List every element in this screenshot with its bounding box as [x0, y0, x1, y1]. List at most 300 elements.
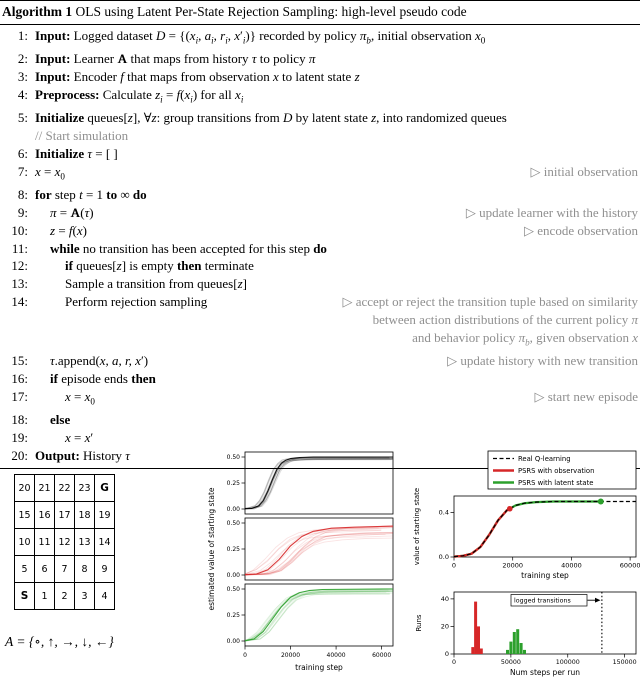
algorithm-body	[0, 25, 640, 468]
text-segment: z	[127, 110, 133, 126]
text-segment: x	[35, 163, 41, 179]
tick-label: 40000	[326, 652, 346, 659]
algorithm-line	[2, 411, 638, 429]
text-segment: i	[160, 94, 163, 105]
text-segment: if	[65, 258, 73, 274]
text-segment: for	[35, 187, 52, 203]
text-segment: )	[89, 204, 94, 220]
text-segment: : group transitions from	[156, 110, 283, 126]
text-segment: if	[50, 370, 58, 386]
value-plot	[408, 450, 640, 583]
text-segment: i	[190, 94, 193, 105]
text-segment: τ	[87, 145, 93, 161]
text-segment: x	[65, 429, 71, 445]
curve	[245, 589, 393, 640]
line-comment	[332, 293, 638, 352]
line-content	[35, 222, 87, 240]
text-segment: by latent state	[292, 110, 372, 126]
text-segment: τ	[125, 447, 130, 463]
text-segment: (	[180, 86, 185, 102]
line-number: 14:	[11, 293, 28, 309]
grid-cell: 13	[75, 529, 95, 556]
tick-label: 40000	[561, 561, 582, 570]
text-segment: OLS using Latent Per-State Rejection Sampling: high-level pseudo code	[72, 4, 467, 19]
text-segment: 0	[90, 396, 95, 407]
grid-cell: 4	[95, 583, 115, 610]
tick-label: 0.00	[226, 506, 240, 513]
text-segment: 0	[60, 171, 65, 182]
text-segment: Input:	[35, 28, 71, 43]
bar	[520, 643, 523, 654]
text-segment: z	[155, 86, 161, 102]
grid-cell: 2	[55, 583, 75, 610]
text-segment: Logged dataset	[70, 28, 156, 43]
line-comment	[525, 388, 639, 406]
text-segment: = [ ]	[92, 145, 118, 161]
algorithm-line	[2, 27, 638, 50]
algorithm-line	[2, 240, 638, 258]
comment-line	[531, 163, 638, 181]
tick-label: 100000	[555, 659, 580, 666]
line-number: 9:	[17, 204, 28, 220]
text-segment: Input:	[35, 51, 71, 67]
text-segment: )	[143, 352, 149, 368]
line-number: 12:	[11, 258, 28, 274]
text-segment: x	[84, 388, 91, 404]
text-segment: ],	[132, 110, 144, 126]
line-content	[35, 275, 247, 293]
line-content	[35, 109, 507, 127]
text-segment: b	[366, 35, 371, 46]
line-number: 7:	[17, 163, 28, 179]
text-segment: queues[	[84, 110, 128, 126]
grid-row	[15, 529, 115, 556]
comment-line	[342, 293, 638, 311]
algorithm-line	[2, 50, 638, 68]
text-segment: = 1	[82, 187, 107, 203]
text-segment: A	[117, 51, 128, 67]
red-marker	[507, 506, 513, 512]
text-segment: ▷ update learner with the history	[465, 204, 638, 220]
histogram-plot	[408, 586, 640, 681]
text-segment: Calculate	[99, 86, 156, 102]
text-segment: r	[220, 28, 226, 43]
x-axis-label: Num steps per run	[509, 668, 581, 677]
tick-label: 20000	[502, 561, 524, 570]
text-segment: // Start simulation	[35, 128, 129, 144]
text-segment: that maps from observation	[123, 69, 273, 85]
grid-cell: 17	[55, 502, 75, 529]
grid-cell: 19	[95, 502, 115, 529]
algorithm-line	[2, 145, 638, 163]
text-segment: , into randomized queues	[376, 110, 507, 126]
text-segment: π	[308, 51, 316, 67]
text-segment: x	[184, 86, 191, 102]
curve	[245, 534, 386, 574]
line-content	[35, 388, 95, 411]
text-segment: ]	[242, 276, 247, 292]
algorithm-line	[2, 68, 638, 86]
text-segment: x	[235, 86, 241, 102]
text-segment: x	[76, 222, 83, 238]
tick-label: 60000	[619, 561, 640, 570]
grid-cell: 8	[75, 556, 95, 583]
text-segment: ] is empty	[121, 258, 177, 274]
green-marker	[598, 499, 604, 505]
grid-cell: 20	[15, 475, 35, 502]
line-content	[35, 257, 254, 275]
action-set-label: A = {∘, ↑, →, ↓, ←}	[5, 634, 114, 649]
grid-cell: 18	[75, 502, 95, 529]
text-segment: x	[632, 329, 638, 345]
grid-row	[15, 556, 115, 583]
bar	[480, 649, 483, 655]
text-segment: x	[474, 28, 481, 43]
tick-label: 0	[444, 650, 449, 658]
text-segment: z	[50, 222, 56, 238]
line-comment	[521, 163, 638, 181]
y-axis-label: value of starting state	[413, 487, 421, 566]
text-segment: do	[313, 240, 327, 256]
algorithm-line	[2, 352, 638, 370]
line-number: 18:	[11, 411, 28, 427]
text-segment: then	[176, 258, 202, 274]
grid-cell: 14	[95, 529, 115, 556]
line-content	[35, 293, 207, 311]
text-segment: π	[359, 28, 367, 43]
text-segment: i	[240, 94, 244, 105]
text-segment: queues[	[72, 258, 117, 274]
line-content	[35, 411, 70, 429]
comment-line	[342, 311, 638, 329]
text-segment: i	[211, 35, 214, 46]
y-axis-label: estimated value of starting state	[207, 487, 216, 611]
text-segment: z	[354, 69, 360, 85]
text-segment: )	[82, 222, 87, 238]
curve	[245, 593, 393, 641]
text-segment: ▷ accept or reject the transition tuple based on similarity	[342, 293, 638, 309]
text-segment: Initialize	[35, 145, 85, 161]
text-segment: D	[155, 28, 166, 43]
text-segment: i	[242, 35, 246, 46]
text-segment: , given observation	[529, 329, 633, 345]
comment-line	[447, 352, 638, 370]
annotation-label: logged transitions	[514, 597, 571, 605]
grid-row	[15, 502, 115, 529]
grid-cell: 11	[35, 529, 55, 556]
text-segment: , initial observation	[370, 28, 475, 43]
line-comment	[456, 204, 638, 222]
text-segment: that maps from history	[127, 51, 252, 67]
algorithm-line	[2, 186, 638, 204]
comment-line	[535, 388, 639, 406]
text-segment: (	[72, 222, 77, 238]
grid-cell: 23	[75, 475, 95, 502]
tick-label: 50000	[500, 659, 521, 666]
line-content	[35, 27, 485, 50]
algorithm-line	[2, 222, 638, 240]
text-segment: do	[132, 187, 147, 203]
bar	[471, 647, 474, 654]
line-number: 2:	[17, 51, 28, 67]
algorithm-title	[0, 1, 640, 24]
text-segment: Learner	[70, 51, 118, 67]
grid-cell: 9	[95, 556, 115, 583]
text-segment: ▷ update history with new transition	[447, 352, 638, 368]
grid-cell: 6	[35, 556, 55, 583]
line-number: 19:	[11, 429, 28, 445]
tick-label: 0	[243, 652, 247, 659]
grid-cell: 12	[55, 529, 75, 556]
text-segment: )} recorded by policy	[245, 28, 360, 43]
text-segment: f	[120, 69, 124, 85]
gridworld-table	[14, 474, 115, 610]
algorithm-line	[2, 293, 638, 352]
text-segment: =	[162, 86, 177, 102]
line-content	[35, 352, 148, 370]
algorithm-line	[2, 275, 638, 293]
y-axis-label: Runs	[415, 614, 423, 632]
text-segment: π	[50, 204, 57, 220]
text-segment: z	[237, 276, 243, 292]
tick-label: 40	[440, 594, 449, 603]
comment-line	[466, 204, 638, 222]
tick-label: 0.50	[226, 586, 240, 593]
tick-label: 0.25	[226, 612, 240, 619]
grid-cell: G	[95, 475, 115, 502]
text-segment: ∀z	[143, 110, 157, 126]
axes-frame	[454, 496, 636, 557]
text-segment: x, a, r, x	[99, 352, 141, 368]
text-segment: no transition has been accepted for this step	[79, 240, 314, 256]
text-segment: = {(	[165, 28, 190, 43]
text-segment: ▷ initial observation	[530, 163, 638, 179]
x-axis-label: training step	[295, 663, 343, 672]
text-segment: z	[371, 110, 377, 126]
figure	[0, 447, 640, 681]
tick-label: 0.25	[226, 480, 240, 487]
text-segment: ′	[140, 352, 144, 368]
text-segment: x	[234, 28, 240, 43]
text-segment: terminate	[201, 258, 254, 274]
text-segment: f	[176, 86, 181, 102]
algorithm-line	[2, 127, 638, 145]
text-segment: to policy	[256, 51, 309, 67]
text-segment: (	[80, 204, 85, 220]
line-number: 6:	[17, 145, 28, 161]
text-segment: τ	[84, 204, 90, 220]
line-content	[35, 186, 147, 204]
text-segment: τ	[50, 352, 55, 368]
line-comment	[514, 222, 638, 240]
legend-label: Real Q-learning	[518, 454, 571, 463]
text-segment: ′	[90, 429, 94, 445]
text-segment: Algorithm 1	[2, 4, 73, 19]
tick-label: 20000	[280, 652, 301, 659]
text-segment: f	[68, 222, 73, 238]
text-segment: x	[54, 163, 61, 179]
tick-label: 150000	[612, 659, 637, 666]
tick-label: 0	[451, 561, 457, 570]
line-number: 1:	[17, 28, 28, 43]
tick-label: 0.50	[226, 520, 240, 527]
text-segment: ,	[213, 28, 221, 43]
bar	[509, 642, 512, 654]
x-axis-label: training step	[521, 571, 569, 580]
text-segment: i	[195, 35, 199, 46]
text-segment: Preprocess:	[35, 86, 100, 102]
training-curves-plot	[205, 450, 400, 681]
line-number: 4:	[17, 86, 28, 102]
line-number: 10:	[11, 222, 28, 238]
comment-line	[342, 329, 638, 352]
text-segment: π	[518, 329, 526, 345]
text-segment: b	[525, 337, 530, 348]
grid-cell: 1	[35, 583, 55, 610]
text-segment: step	[51, 187, 80, 203]
curve	[245, 533, 393, 576]
text-segment: =	[55, 222, 69, 238]
line-number: 16:	[11, 370, 28, 386]
line-number: 11:	[11, 240, 28, 256]
text-segment: else	[50, 411, 71, 427]
tick-label: 20	[440, 622, 449, 631]
text-segment: between action distributions of the current policy	[372, 311, 632, 327]
text-segment: ▷ encode observation	[524, 222, 638, 238]
line-comment	[437, 352, 638, 370]
grid-cell: 15	[15, 502, 35, 529]
grid-cell: 5	[15, 556, 35, 583]
line-number: 15:	[11, 352, 28, 368]
text-segment: Input:	[35, 69, 71, 85]
line-number: 17:	[11, 388, 28, 404]
text-segment: ,	[198, 28, 205, 43]
text-segment: x	[272, 69, 279, 85]
text-segment: and behavior policy	[412, 329, 519, 345]
text-segment: ∞	[117, 187, 133, 203]
bar	[477, 626, 480, 654]
line-content	[35, 68, 360, 86]
text-segment: ) for all	[192, 86, 236, 102]
line-number: 5:	[17, 110, 28, 126]
text-segment: then	[131, 370, 156, 386]
curve	[245, 530, 381, 574]
grid-cell: 16	[35, 502, 55, 529]
bar	[516, 629, 519, 654]
comment-line	[524, 222, 638, 240]
bar	[513, 632, 516, 654]
text-segment: τ	[251, 51, 257, 67]
tick-label: 0.00	[226, 638, 240, 645]
algorithm-line	[2, 109, 638, 127]
text-segment: t	[79, 187, 83, 203]
text-segment: x	[65, 388, 71, 404]
text-segment: a	[204, 28, 212, 43]
line-content	[35, 50, 315, 68]
line-number: 20:	[11, 447, 28, 463]
text-segment: ,	[227, 28, 235, 43]
tick-label: 0.00	[226, 572, 240, 579]
text-segment: .append(	[54, 352, 100, 368]
text-segment: =	[70, 429, 85, 445]
legend-label: PSRS with latent state	[518, 478, 594, 487]
algorithm-line	[2, 204, 638, 222]
grid-cell: 10	[15, 529, 35, 556]
text-segment: π	[631, 311, 638, 327]
line-content	[35, 127, 128, 145]
grid-cell: 3	[75, 583, 95, 610]
line-number: 8:	[17, 187, 28, 203]
text-segment: ▷ start new episode	[534, 388, 638, 404]
text-segment: A	[70, 204, 81, 220]
text-segment: x	[84, 429, 91, 445]
text-segment: z	[116, 258, 122, 274]
grid-cell: S	[15, 583, 35, 610]
grid-row	[15, 475, 115, 502]
line-number: 13:	[11, 276, 28, 292]
line-content	[35, 145, 118, 163]
arrowhead-icon	[595, 598, 601, 603]
tick-label: 0.25	[226, 546, 240, 553]
tick-label: 0.50	[226, 454, 240, 461]
tick-label: 0.0	[438, 553, 449, 561]
line-content	[35, 370, 156, 388]
line-content	[35, 204, 94, 222]
dashed-curve	[454, 502, 636, 557]
text-segment: episode ends	[57, 370, 132, 386]
grid-cell: 7	[55, 556, 75, 583]
green-curve	[454, 502, 601, 557]
grid-row	[15, 583, 115, 610]
text-segment: Encoder	[70, 69, 121, 85]
text-segment: 0	[480, 35, 486, 46]
algorithm-line	[2, 388, 638, 411]
bar	[506, 650, 509, 654]
text-segment: x	[189, 28, 196, 43]
algorithm-line	[2, 429, 638, 447]
text-segment: =	[70, 388, 85, 404]
bar	[474, 602, 477, 654]
legend-label: PSRS with observation	[518, 466, 595, 475]
text-segment: while	[50, 240, 80, 256]
text-segment: D	[283, 110, 293, 126]
algorithm-line	[2, 163, 638, 186]
text-segment: Sample a transition from queues[	[65, 276, 238, 292]
tick-label: 0.4	[438, 508, 449, 517]
text-segment: Output:	[35, 447, 80, 463]
line-content	[35, 163, 65, 186]
text-segment: to	[106, 187, 118, 203]
algorithm-line	[2, 257, 638, 275]
curve	[245, 592, 386, 641]
line-content	[35, 429, 93, 447]
line-number: 3:	[17, 69, 28, 85]
tick-label: 60000	[372, 652, 392, 659]
text-segment: i	[225, 35, 228, 46]
bar	[523, 650, 526, 654]
grid-cell: 21	[35, 475, 55, 502]
line-content	[35, 240, 327, 258]
grid-cell: 22	[55, 475, 75, 502]
text-segment: =	[40, 163, 55, 179]
algorithm-line	[2, 370, 638, 388]
text-segment: ′	[240, 28, 243, 43]
line-content	[35, 86, 243, 109]
text-segment: Perform rejection sampling	[65, 293, 208, 309]
tick-label: 0	[451, 659, 457, 666]
text-segment: Initialize	[35, 110, 85, 126]
text-segment: to latent state	[278, 69, 355, 85]
